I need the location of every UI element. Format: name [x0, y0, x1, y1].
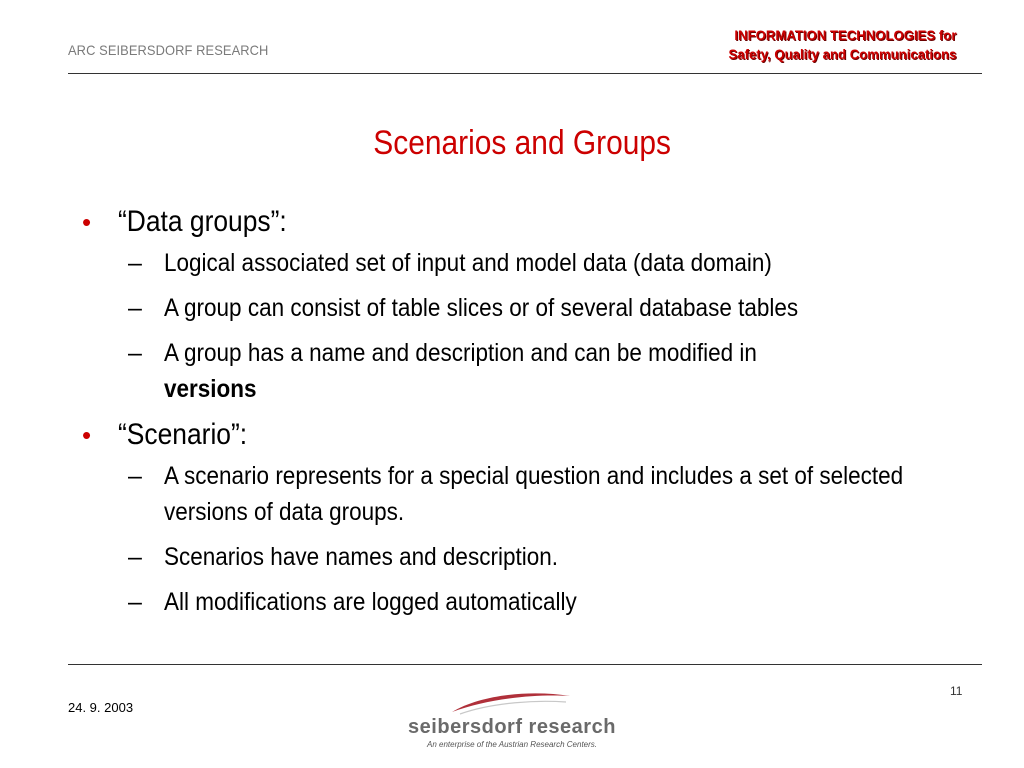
sub-item	[82, 335, 972, 407]
dash-icon: –	[128, 588, 142, 616]
bullet-data-groups	[82, 203, 972, 241]
slide-title: Scenarios and Groups	[373, 124, 671, 162]
header-divider	[68, 73, 982, 74]
bullet-icon: •	[82, 420, 92, 450]
dash-icon: –	[128, 543, 142, 571]
sub-item-text-main: A group has a name and description and can be modified in	[164, 339, 757, 367]
dash-icon: –	[128, 462, 142, 490]
header-tagline	[714, 26, 956, 64]
sub-item	[82, 584, 972, 620]
sub-item	[82, 539, 972, 575]
seibersdorf-logo	[404, 688, 624, 754]
slide-content	[82, 203, 972, 629]
emphasis-versions: versions	[164, 375, 257, 403]
sub-item	[82, 245, 972, 281]
bullet-text: “Scenario”:	[118, 418, 248, 451]
sub-item-text: Scenarios have names and description.	[164, 543, 558, 571]
tagline-line-1: INFORMATION TECHNOLOGIES for	[733, 27, 956, 43]
sub-item-text: A scenario represents for a special question and includes a set of selected versions of data groups.	[164, 462, 904, 526]
logo-swoosh-icon	[446, 688, 576, 718]
logo-name: seibersdorf research	[408, 716, 616, 738]
footer-divider	[68, 664, 982, 665]
sub-item-text	[164, 335, 938, 407]
footer-date: 24. 9. 2003	[68, 700, 134, 715]
dash-icon: –	[128, 294, 142, 322]
sub-item-text: All modifications are logged automatically	[164, 588, 577, 616]
sub-item	[82, 290, 972, 326]
bullet-scenario	[82, 416, 972, 454]
dash-icon: –	[128, 339, 142, 367]
org-label: ARC SEIBERSDORF RESEARCH	[68, 42, 269, 58]
tagline-line-2: Safety, Quality and Communications	[728, 46, 956, 62]
logo-subtitle: An enterprise of the Austrian Research Centers.	[426, 740, 597, 749]
bullet-icon: •	[82, 207, 92, 237]
sub-item-text: A group can consist of table slices or of several database tables	[164, 294, 799, 322]
dash-icon: –	[128, 249, 142, 277]
bullet-text: “Data groups”:	[118, 205, 287, 238]
sub-item	[82, 458, 972, 530]
page-number: 11	[950, 684, 963, 698]
sub-item-text: Logical associated set of input and model data (data domain)	[164, 249, 772, 277]
